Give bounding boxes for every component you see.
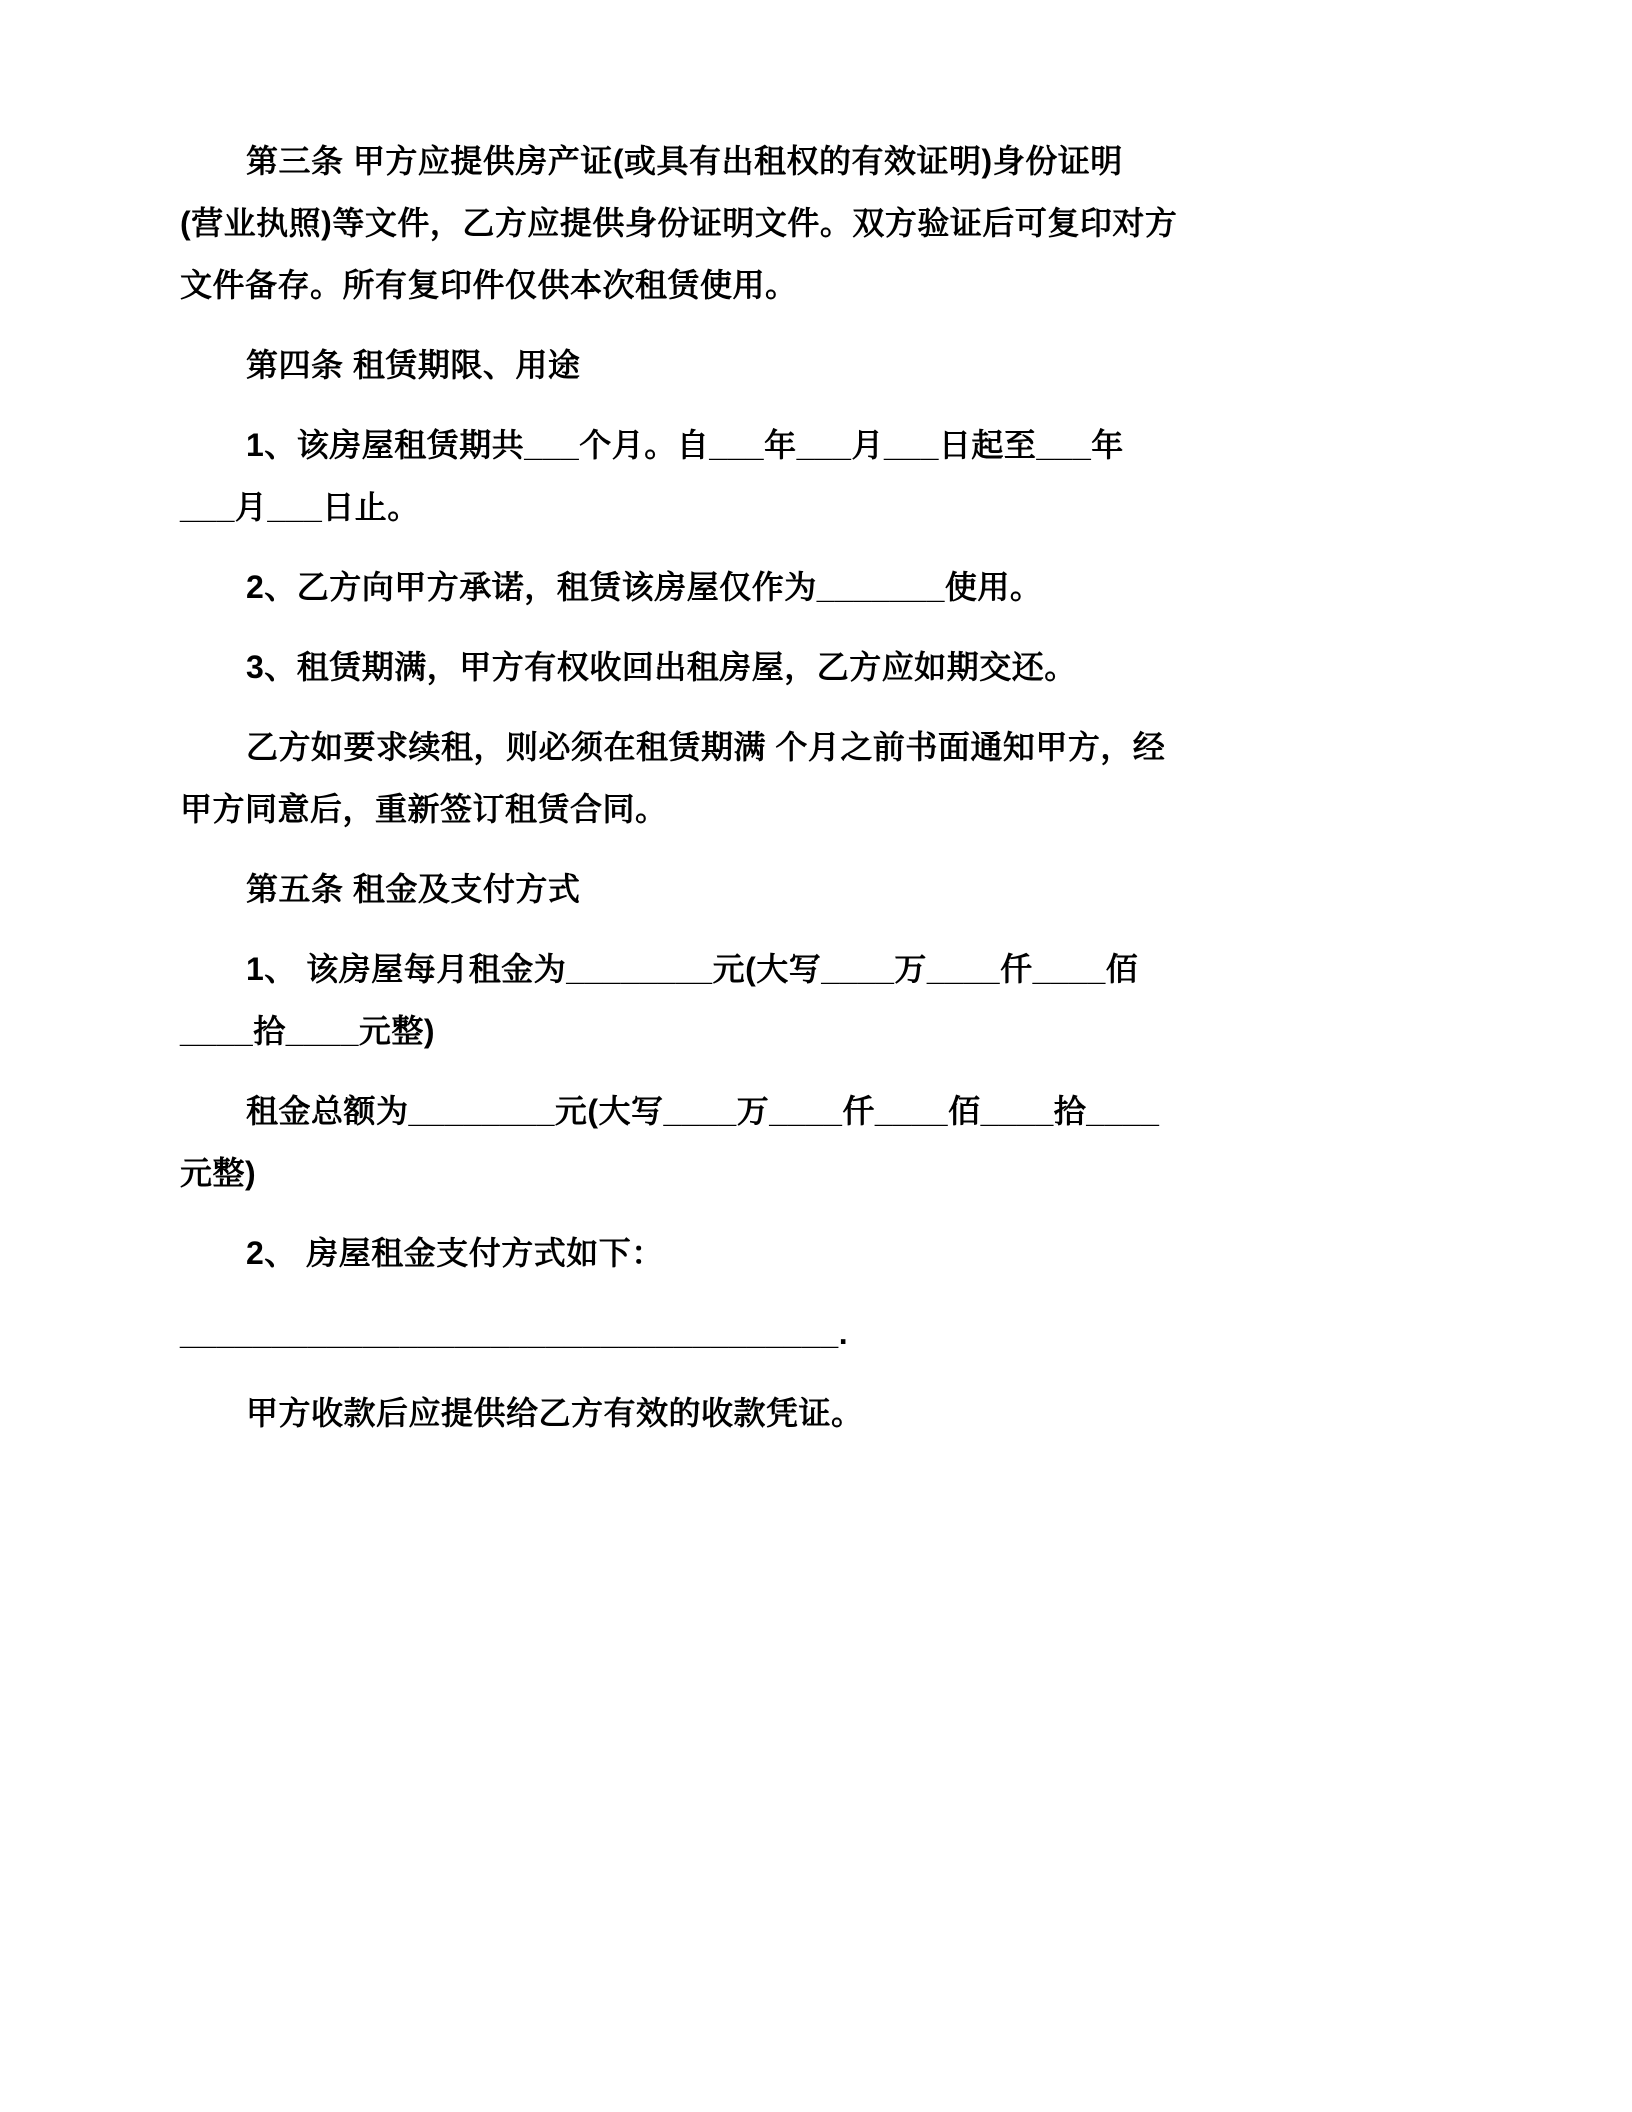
paragraph	[180, 1080, 1454, 1204]
paragraph	[180, 938, 1454, 1062]
paragraph	[180, 1222, 1454, 1284]
text-line: 文件备存。所有复印件仅供本次租赁使用。	[180, 267, 798, 303]
text-line: 2、乙方向甲方承诺，租赁该房屋仅作为_______使用。	[246, 569, 1043, 605]
text-line: 第三条 甲方应提供房产证(或具有出租权的有效证明)身份证明	[246, 143, 1123, 179]
text-line: 第五条 租金及支付方式	[246, 871, 581, 907]
paragraph	[180, 636, 1454, 698]
text-line: 元整)	[180, 1155, 257, 1191]
text-line: 1、该房屋租赁期共___个月。自___年___月___日起至___年	[246, 427, 1124, 463]
text-line: 甲方同意后，重新签订租赁合同。	[180, 791, 668, 827]
text-line: 乙方如要求续租，则必须在租赁期满 个月之前书面通知甲方，经	[246, 729, 1166, 765]
text-line: 3、租赁期满，甲方有权收回出租房屋，乙方应如期交还。	[246, 649, 1077, 685]
paragraph	[180, 1302, 1454, 1364]
document-body	[180, 130, 1454, 1444]
text-line: ____________________________________.	[180, 1315, 849, 1351]
text-line: (营业执照)等文件，乙方应提供身份证明文件。双方验证后可复印对方	[180, 205, 1178, 241]
paragraph	[180, 858, 1454, 920]
text-line: ____拾____元整)	[180, 1013, 436, 1049]
paragraph	[180, 130, 1454, 316]
text-line: 1、 该房屋每月租金为________元(大写____万____仟____佰	[246, 951, 1139, 987]
text-line: 租金总额为________元(大写____万____仟____佰____拾____	[246, 1093, 1160, 1129]
text-line: ___月___日止。	[180, 489, 420, 525]
paragraph	[180, 1382, 1454, 1444]
paragraph	[180, 716, 1454, 840]
text-line: 2、 房屋租金支付方式如下：	[246, 1235, 664, 1271]
text-line: 第四条 租赁期限、用途	[246, 347, 581, 383]
paragraph	[180, 556, 1454, 618]
paragraph	[180, 414, 1454, 538]
text-line: 甲方收款后应提供给乙方有效的收款凭证。	[246, 1395, 864, 1431]
paragraph	[180, 334, 1454, 396]
